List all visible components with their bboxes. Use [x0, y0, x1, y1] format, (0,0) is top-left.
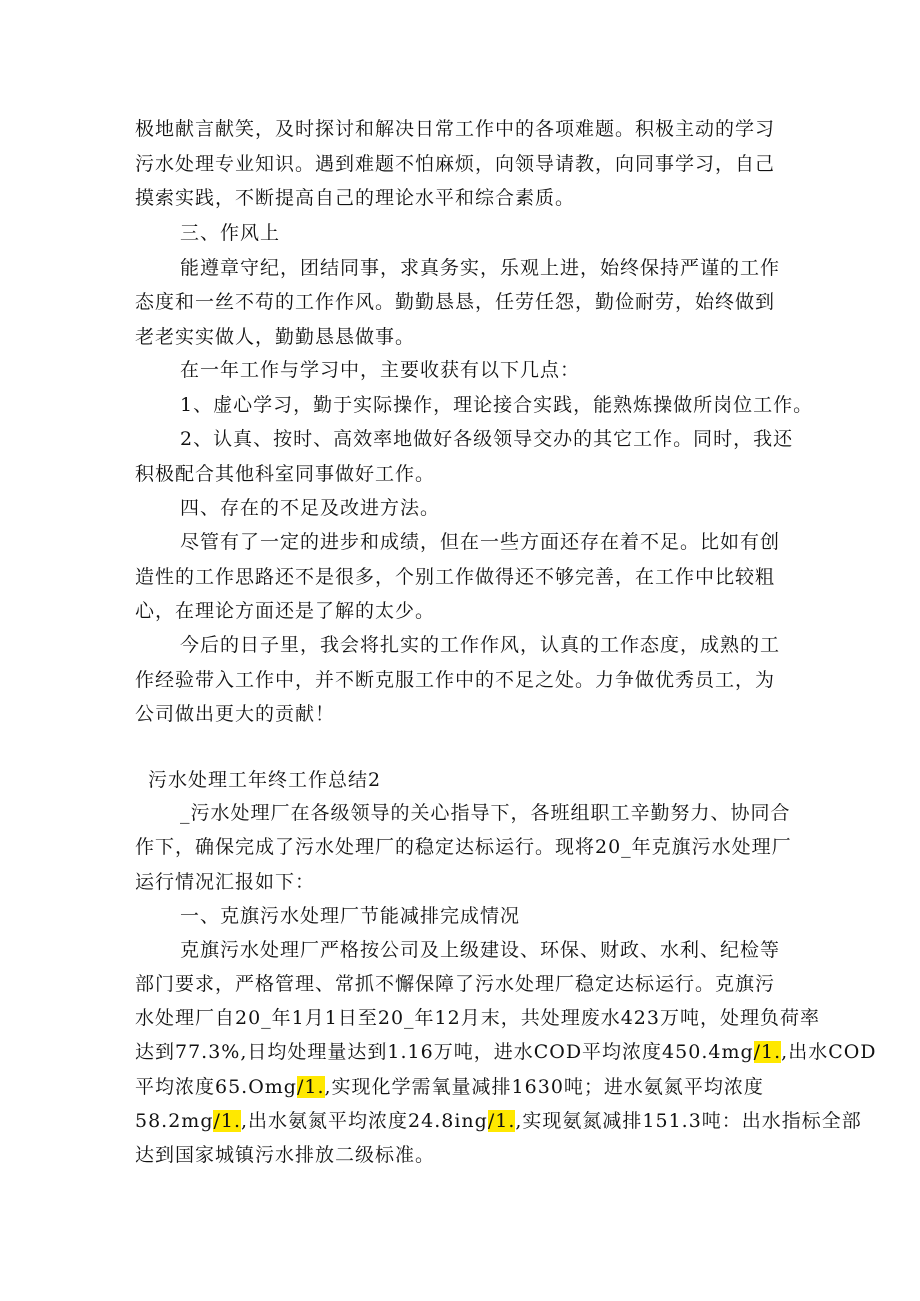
future-line2: 作经验带入工作中，并不断克服工作中的不足之处。力争做优秀员工，为 [135, 669, 776, 691]
text-run: 平均浓度65.Omg [135, 1076, 297, 1098]
section4-line2: 造性的工作思路还不是很多，个别工作做得还不够完善，在工作中比较粗 [135, 566, 776, 588]
gains-item2-line2: 积极配合其他科室同事做好工作。 [135, 463, 436, 485]
section3-heading: 三、作风上 [180, 222, 281, 244]
text-run: 58.2mg [135, 1110, 214, 1132]
section4-line1: 尽管有了一定的进步和成绩，但在一些方面还存在着不足。比如有创 [180, 531, 781, 553]
summary2-p-line5 [135, 1075, 764, 1099]
section4-line3: 心，在理论方面还是了解的太少。 [135, 600, 436, 622]
future-line3: 公司做出更大的贡献！ [135, 703, 336, 725]
summary2-title: 污水处理工年终工作总结2 [148, 769, 382, 791]
section3-line3: 老老实实做人，勤勤恳恳做事。 [135, 326, 416, 348]
summary2-p-line2: 部门要求，严格管理、常抓不懈保障了污水处理厂稳定达标运行。克旗污 [135, 973, 776, 995]
section3-line1: 能遵章守纪，团结同事，求真务实，乐观上进，始终保持严谨的工作 [180, 257, 781, 279]
summary2-heading1: 一、克旗污水处理厂节能减排完成情况 [180, 905, 521, 927]
gains-intro: 在一年工作与学习中，主要收获有以下几点： [180, 359, 581, 381]
text-run: ,出水COD [781, 1041, 877, 1063]
para1-line3: 摸索实践，不断提高自己的理论水平和综合素质。 [135, 187, 576, 209]
highlighted-unit: /1. [213, 1110, 242, 1132]
gains-item2-line1: 2、认真、按时、高效率地做好各级领导交办的其它工作。同时，我还 [180, 428, 794, 450]
section3-line2: 态度和一丝不苟的工作作风。勤勤恳恳，任劳任怨，勤俭耐劳，始终做到 [135, 291, 776, 313]
text-run: ,实现化学需氧量减排1630吨；进水氨氮平均浓度 [324, 1076, 764, 1098]
section4-heading: 四、存在的不足及改进方法。 [180, 497, 441, 519]
future-line1: 今后的日子里，我会将扎实的工作作风，认真的工作态度，成熟的工 [180, 634, 781, 656]
highlighted-unit: /1. [753, 1041, 782, 1063]
highlighted-unit: /1. [296, 1076, 325, 1098]
summary2-p-line1: 克旗污水处理厂严格按公司及上级建设、环保、财政、水利、纪检等 [180, 939, 781, 961]
text-run: ,实现氨氮减排151.3吨：出水指标全部 [515, 1110, 862, 1132]
gains-item1: 1、虚心学习，勤于实际操作，理论接合实践，能熟炼操做所岗位工作。 [180, 394, 814, 416]
highlighted-unit: /1. [487, 1110, 516, 1132]
summary2-intro-line2: 作下，确保完成了污水处理厂的稳定达标运行。现将20_年克旗污水处理厂 [135, 836, 792, 858]
text-run: 达到77.3%,日均处理量达到1.16万吨，进水COD平均浓度450.4mg [135, 1041, 754, 1063]
summary2-p-line3: 水处理厂自20_年1月1日至20_年12月末，共处理废水423万吨，处理负荷率 [135, 1007, 820, 1029]
text-run: ,出水氨氮平均浓度24.8ing [241, 1110, 488, 1132]
summary2-intro-line3: 运行情况汇报如下： [135, 871, 316, 893]
summary2-intro-line1: _污水处理厂在各级领导的关心指导下，各班组职工辛勤努力、协同合 [180, 802, 791, 824]
para1-line1: 极地献言献笑，及时探讨和解决日常工作中的各项难题。积极主动的学习 [135, 118, 776, 140]
summary2-p-line6 [135, 1109, 862, 1133]
summary2-p-line4 [135, 1040, 877, 1064]
summary2-p-line7: 达到国家城镇污水排放二级标准。 [135, 1144, 436, 1166]
para1-line2: 污水处理专业知识。遇到难题不怕麻烦，向领导请教，向同事学习，自己 [135, 153, 776, 175]
